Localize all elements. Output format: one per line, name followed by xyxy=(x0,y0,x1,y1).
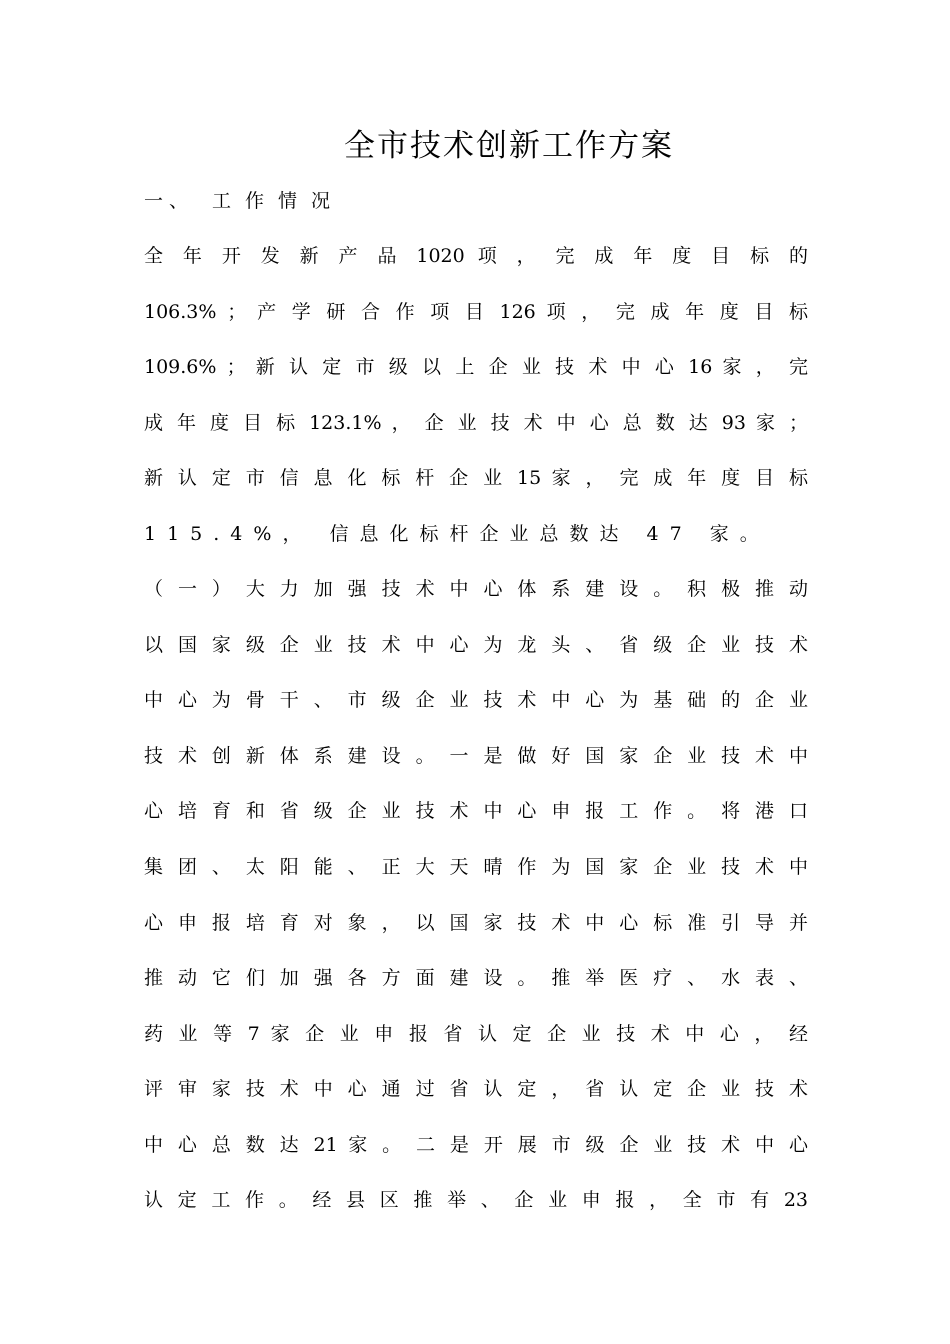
body-line: 技 术 创 新 体 系 建 设 。 一 是 做 好 国 家 企 业 技 术 中 xyxy=(144,745,808,767)
body-line: 心 申 报 培 育 对 象 ， 以 国 家 技 术 中 心 标 准 引 导 并 xyxy=(144,912,808,934)
body-line: 以 国 家 级 企 业 技 术 中 心 为 龙 头 、 省 级 企 业 技 术 xyxy=(144,634,808,656)
body-line: 109.6% ； 新 认 定 市 级 以 上 企 业 技 术 中 心 16 家 ， 完 xyxy=(144,356,808,378)
body-line: 评 审 家 技 术 中 心 通 过 省 认 定 ， 省 认 定 企 业 技 术 xyxy=(144,1078,808,1100)
document-title: 全市技术创新工作方案 xyxy=(344,128,674,164)
body-line: （ 一 ） 大 力 加 强 技 术 中 心 体 系 建 设 。 积 极 推 动 xyxy=(144,578,808,600)
section-number: 一、 xyxy=(144,190,195,212)
body-line: 推 动 它 们 加 强 各 方 面 建 设 。 推 举 医 疗 、 水 表 、 xyxy=(144,967,808,989)
body-line: 中 心 总 数 达 21 家 。 二 是 开 展 市 级 企 业 技 术 中 心 xyxy=(144,1134,808,1156)
body-line: 集 团 、 太 阳 能 、 正 大 天 晴 作 为 国 家 企 业 技 术 中 xyxy=(144,856,808,878)
body-line: 认 定 工 作 。 经 县 区 推 举 、 企 业 申 报 ， 全 市 有 23 xyxy=(144,1189,808,1211)
body-line: 106.3% ； 产 学 研 合 作 项 目 126 项 ， 完 成 年 度 目 标 xyxy=(144,301,808,323)
body-line: 成 年 度 目 标 123.1% ， 企 业 技 术 中 心 总 数 达 93 家 ； xyxy=(144,412,808,434)
body-line: 115.4%， 信息化标杆企业总数达 47 家。 xyxy=(144,523,770,545)
body-line: 新 认 定 市 信 息 化 标 杆 企 业 15 家 ， 完 成 年 度 目 标 xyxy=(144,467,808,489)
body-line: 药 业 等 7 家 企 业 申 报 省 认 定 企 业 技 术 中 心 ， 经 xyxy=(144,1023,808,1045)
body-line: 全 年 开 发 新 产 品 1020 项 ， 完 成 年 度 目 标 的 xyxy=(144,245,808,267)
body-line: 中 心 为 骨 干 、 市 级 企 业 技 术 中 心 为 基 础 的 企 业 xyxy=(144,689,808,711)
body-line: 心 培 育 和 省 级 企 业 技 术 中 心 申 报 工 作 。 将 港 口 xyxy=(144,800,808,822)
section-heading: 工作情况 xyxy=(212,190,345,212)
